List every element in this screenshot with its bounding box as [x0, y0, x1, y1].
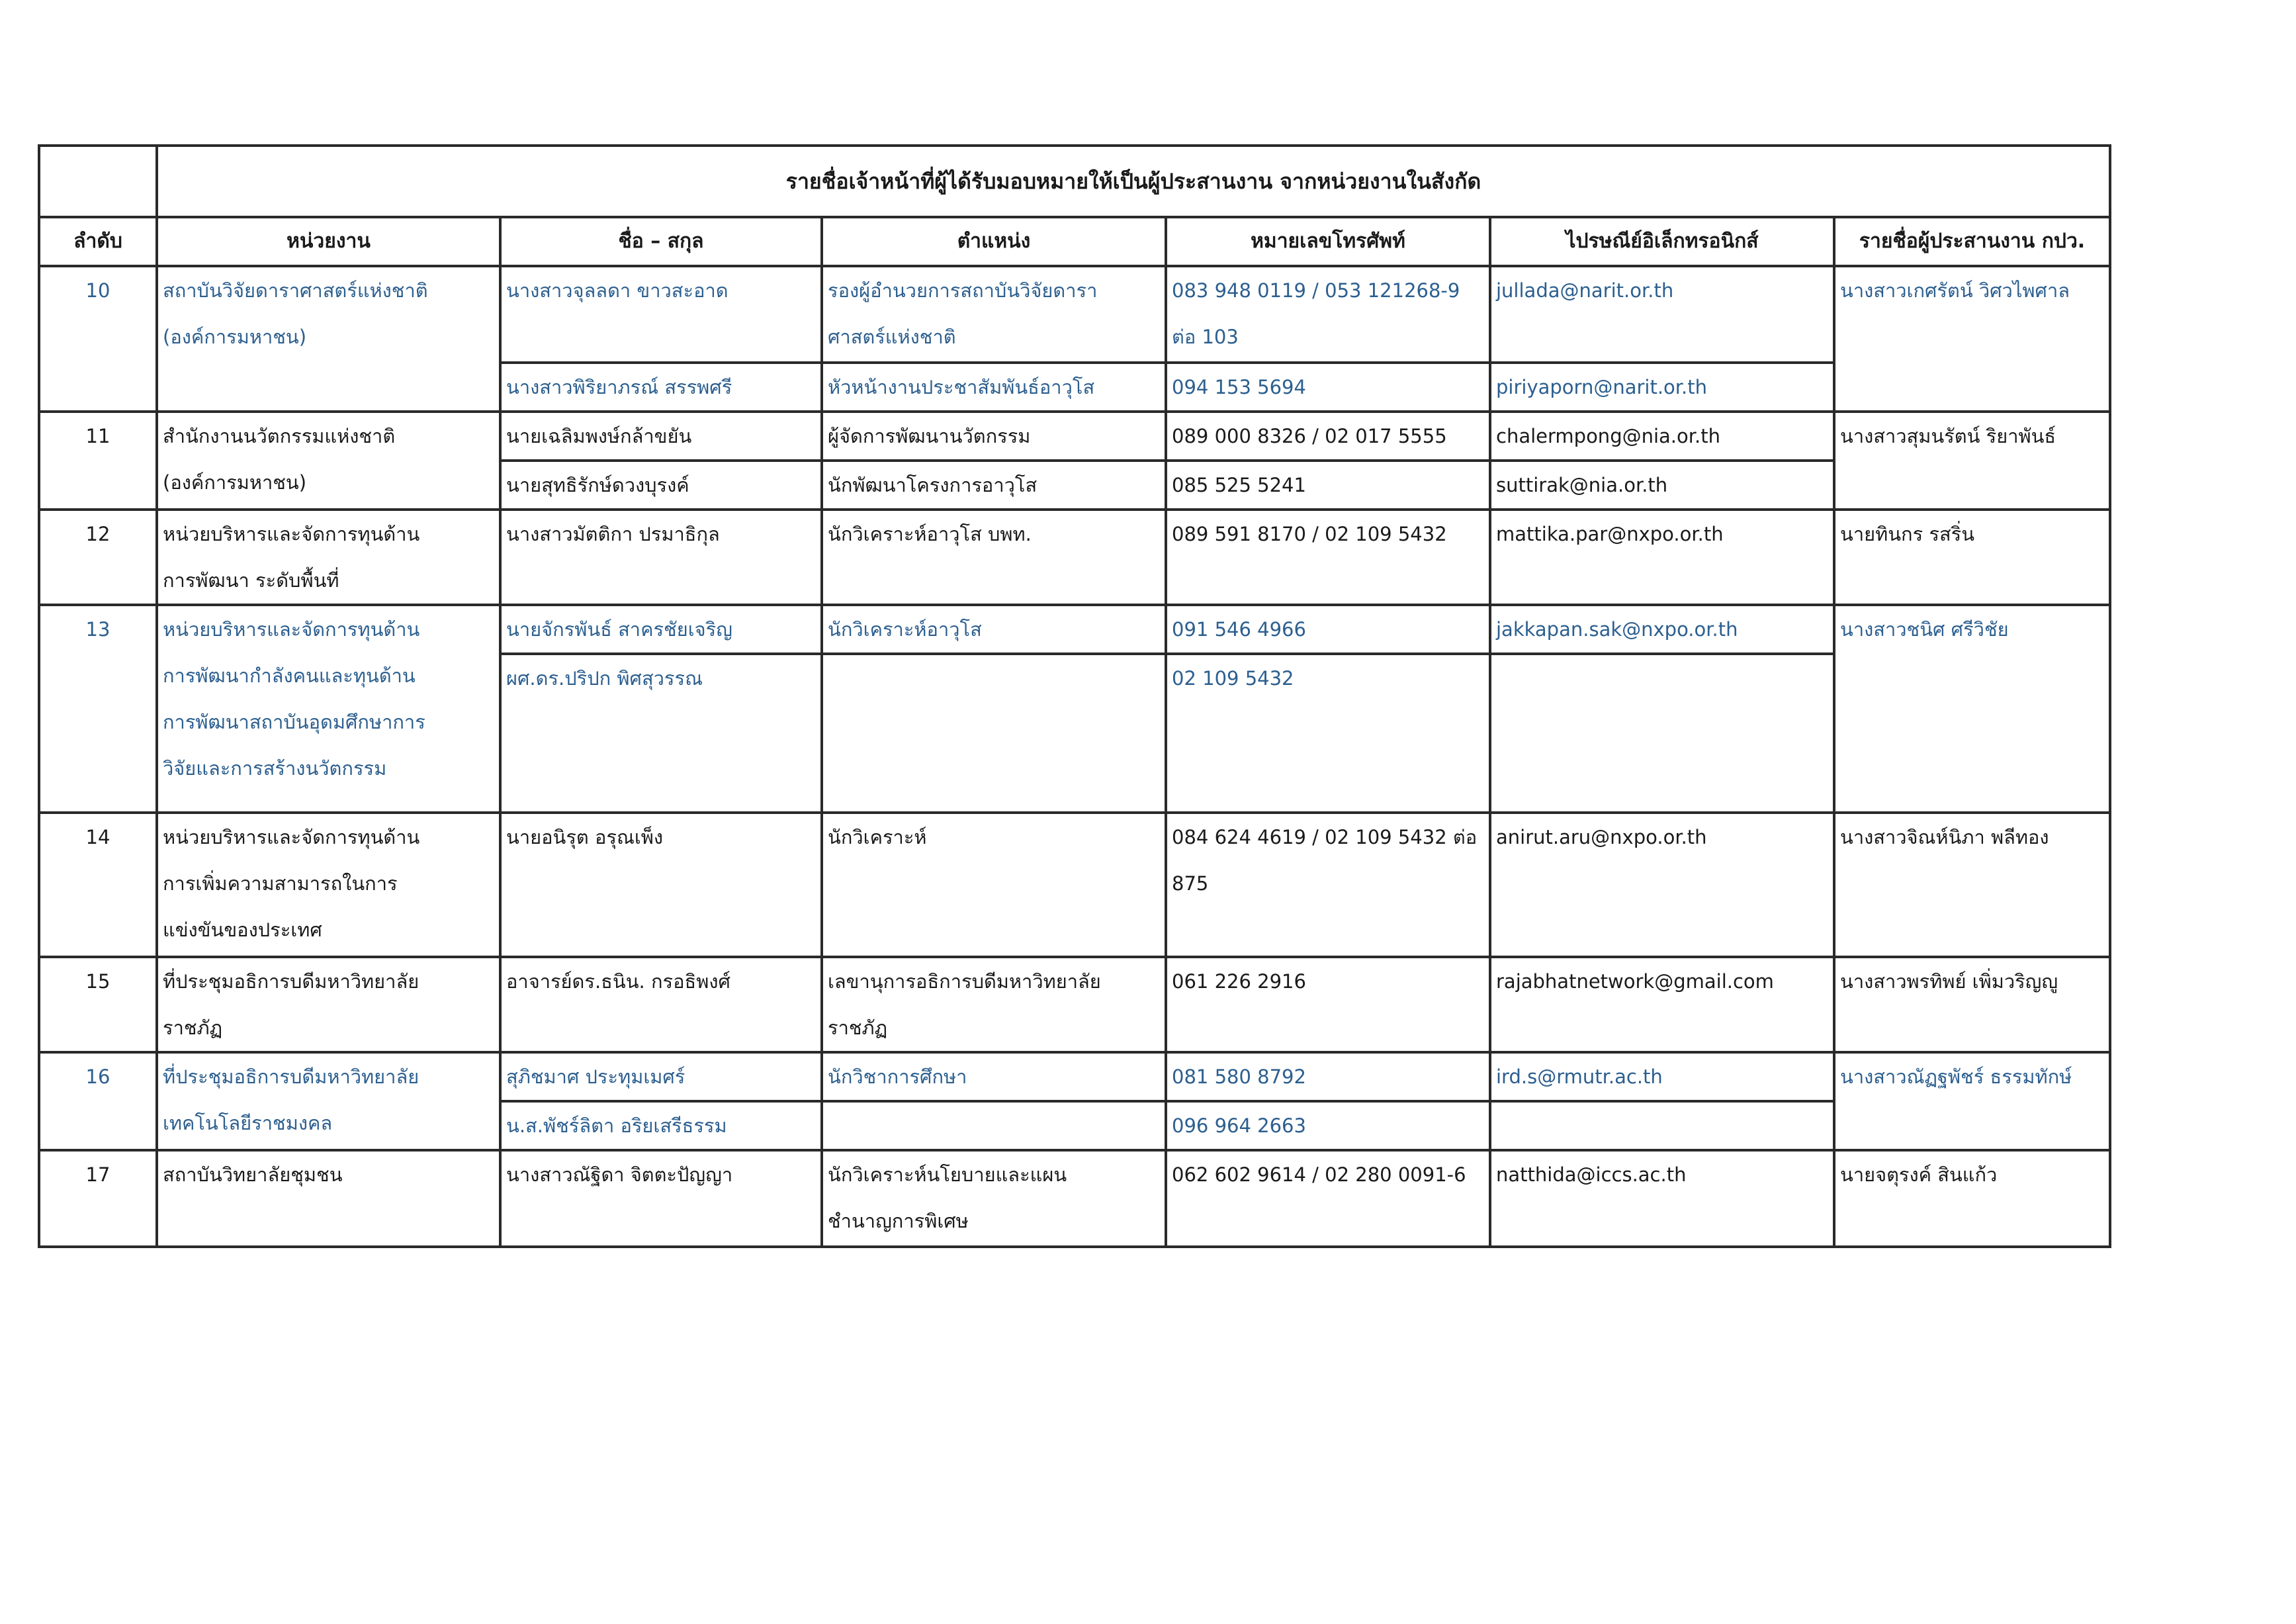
person-position — [822, 813, 1166, 957]
agency-line: การเพิ่มความสามารถในการ — [163, 872, 398, 895]
person-name: นางสาวณัฐิดา จิตตะปัญญา — [500, 1150, 822, 1247]
person-email: jullada@narit.or.th — [1490, 266, 1834, 363]
person-email: chalermpong@nia.or.th — [1490, 412, 1834, 461]
agency-line: ราชภัฏ — [163, 1016, 223, 1039]
agency-cell — [157, 266, 500, 412]
person-email: ird.s@rmutr.ac.th — [1490, 1052, 1834, 1101]
agency-line: หน่วยบริหารและจัดการทุนด้าน — [163, 826, 420, 848]
coordinator-name: นางสาวสุมนรัตน์ ริยาพันธ์ — [1834, 412, 2110, 510]
position-line: ศาสตร์แห่งชาติ — [828, 326, 956, 348]
row-number: 16 — [39, 1052, 157, 1150]
row-number: 14 — [39, 813, 157, 957]
table-row — [39, 957, 2110, 1052]
person-email: piriyaporn@narit.or.th — [1490, 363, 1834, 412]
table-row — [39, 813, 2110, 957]
phone-line: ต่อ 103 — [1172, 326, 1239, 348]
person-email: natthida@iccs.ac.th — [1490, 1150, 1834, 1247]
coordinator-name: นายจตุรงค์ สินแก้ว — [1834, 1150, 2110, 1247]
person-name: ผศ.ดร.ปริปก พิศสุวรรณ — [500, 654, 822, 813]
row-number: 13 — [39, 605, 157, 813]
person-email: jakkapan.sak@nxpo.or.th — [1490, 605, 1834, 654]
person-phone — [1166, 813, 1490, 957]
row-number: 12 — [39, 510, 157, 605]
person-name: นางสาวมัตติกา ปรมาธิกุล — [500, 510, 822, 605]
phone-line: 089 591 8170 / 02 109 5432 — [1172, 523, 1447, 545]
person-position — [822, 957, 1166, 1052]
coordinator-name: นางสาวจิณห์นิภา พลีทอง — [1834, 813, 2110, 957]
person-position — [822, 461, 1166, 510]
header-email: ไปรษณีย์อิเล็กทรอนิกส์ — [1490, 217, 1834, 266]
person-position — [822, 363, 1166, 412]
person-position — [822, 1101, 1166, 1150]
person-email: suttirak@nia.or.th — [1490, 461, 1834, 510]
position-line: นักวิเคราะห์นโยบายและแผน — [828, 1163, 1067, 1186]
table-row — [39, 605, 2110, 654]
phone-line: 083 948 0119 / 053 121268-9 — [1172, 279, 1460, 302]
position-line: ราชภัฏ — [828, 1016, 888, 1039]
header-row — [39, 217, 2110, 266]
table-row — [39, 1052, 2110, 1101]
agency-line: สถาบันวิจัยดาราศาสตร์แห่งชาติ — [163, 279, 428, 302]
phone-line: 02 109 5432 — [1172, 667, 1294, 690]
agency-line: หน่วยบริหารและจัดการทุนด้าน — [163, 618, 420, 641]
agency-line: เทคโนโลยีราชมงคล — [163, 1112, 333, 1134]
phone-line: 091 546 4966 — [1172, 618, 1306, 641]
phone-line: 084 624 4619 / 02 109 5432 ต่อ — [1172, 826, 1478, 848]
person-phone — [1166, 1052, 1490, 1101]
phone-line: 085 525 5241 — [1172, 474, 1306, 496]
position-line: หัวหน้างานประชาสัมพันธ์อาวุโส — [828, 376, 1095, 398]
person-phone — [1166, 1101, 1490, 1150]
person-email: anirut.aru@nxpo.or.th — [1490, 813, 1834, 957]
phone-line: 094 153 5694 — [1172, 376, 1306, 398]
agency-line: ที่ประชุมอธิการบดีมหาวิทยาลัย — [163, 970, 419, 993]
phone-line: 081 580 8792 — [1172, 1065, 1306, 1088]
person-position — [822, 412, 1166, 461]
row-number: 17 — [39, 1150, 157, 1247]
agency-cell — [157, 957, 500, 1052]
agency-line: การพัฒนาสถาบันอุดมศึกษาการ — [163, 711, 425, 733]
coordinator-name: นางสาวชนิศ ศรีวิชัย — [1834, 605, 2110, 813]
agency-line: สถาบันวิทยาลัยชุมชน — [163, 1163, 343, 1186]
agency-line: หน่วยบริหารและจัดการทุนด้าน — [163, 523, 420, 545]
agency-cell — [157, 1150, 500, 1247]
person-name: นายจักรพันธ์ สาครชัยเจริญ — [500, 605, 822, 654]
person-phone — [1166, 654, 1490, 813]
position-line: เลขานุการอธิการบดีมหาวิทยาลัย — [828, 970, 1101, 993]
position-line: นักพัฒนาโครงการอาวุโส — [828, 474, 1038, 496]
person-phone — [1166, 1150, 1490, 1247]
agency-line: แข่งขันของประเทศ — [163, 919, 322, 941]
agency-line: วิจัยและการสร้างนวัตกรรม — [163, 757, 387, 780]
person-position — [822, 1052, 1166, 1101]
agency-cell — [157, 1052, 500, 1150]
table-body — [39, 266, 2110, 1247]
agency-cell — [157, 510, 500, 605]
person-name: นายเฉลิมพงษ์กล้าขยัน — [500, 412, 822, 461]
person-position — [822, 266, 1166, 363]
coordinator-table — [38, 144, 2111, 1248]
phone-line: 875 — [1172, 872, 1209, 895]
coordinator-name: นางสาวเกศรัตน์ วิศวไพศาล — [1834, 266, 2110, 412]
position-line: นักวิเคราะห์ — [828, 826, 927, 848]
header-agency: หน่วยงาน — [157, 217, 500, 266]
person-phone — [1166, 363, 1490, 412]
phone-line: 061 226 2916 — [1172, 970, 1306, 993]
row-number: 11 — [39, 412, 157, 510]
agency-line: สำนักงานนวัตกรรมแห่งชาติ — [163, 425, 396, 447]
table-row — [39, 412, 2110, 461]
table-row — [39, 510, 2110, 605]
person-name: นายสุทธิรักษ์ดวงบุรงค์ — [500, 461, 822, 510]
person-email — [1490, 1101, 1834, 1150]
agency-cell — [157, 412, 500, 510]
person-position — [822, 1150, 1166, 1247]
header-name: ชื่อ – สกุล — [500, 217, 822, 266]
person-position — [822, 654, 1166, 813]
person-phone — [1166, 266, 1490, 363]
position-line: นักวิชาการศึกษา — [828, 1065, 967, 1088]
agency-line: ที่ประชุมอธิการบดีมหาวิทยาลัย — [163, 1065, 419, 1088]
person-phone — [1166, 510, 1490, 605]
person-position — [822, 605, 1166, 654]
corner-cell — [39, 146, 157, 217]
position-line: ชำนาญการพิเศษ — [828, 1210, 969, 1232]
person-email: mattika.par@nxpo.or.th — [1490, 510, 1834, 605]
coordinator-name: นายทินกร รสริ่น — [1834, 510, 2110, 605]
person-phone — [1166, 412, 1490, 461]
header-coordinator: รายชื่อผู้ประสานงาน กปว. — [1834, 217, 2110, 266]
person-email — [1490, 654, 1834, 813]
table-row — [39, 266, 2110, 363]
position-line: รองผู้อำนวยการสถาบันวิจัยดารา — [828, 279, 1098, 302]
position-line: นักวิเคราะห์อาวุโส บพท. — [828, 523, 1032, 545]
table-row — [39, 1150, 2110, 1247]
phone-line: 062 602 9614 / 02 280 0091-6 — [1172, 1163, 1466, 1186]
row-number: 10 — [39, 266, 157, 412]
header-no: ลำดับ — [39, 217, 157, 266]
agency-cell — [157, 813, 500, 957]
agency-line: (องค์การมหาชน) — [163, 471, 307, 494]
person-name: อาจารย์ดร.ธนิน. กรอธิพงศ์ — [500, 957, 822, 1052]
person-phone — [1166, 605, 1490, 654]
row-number: 15 — [39, 957, 157, 1052]
agency-line: (องค์การมหาชน) — [163, 326, 307, 348]
agency-line: การพัฒนากำลังคนและทุนด้าน — [163, 664, 416, 687]
person-name: นายอนิรุต อรุณเพ็ง — [500, 813, 822, 957]
agency-line: การพัฒนา ระดับพื้นที่ — [163, 569, 339, 592]
person-name: นางสาวจุลลดา ขาวสะอาด — [500, 266, 822, 363]
position-line: นักวิเคราะห์อาวุโส — [828, 618, 982, 641]
person-email: rajabhatnetwork@gmail.com — [1490, 957, 1834, 1052]
table-title: รายชื่อเจ้าหน้าที่ผู้ได้รับมอบหมายให้เป็นผู้ประสานงาน จากหน่วยงานในสังกัด — [157, 146, 2110, 217]
position-line: ผู้จัดการพัฒนานวัตกรรม — [828, 425, 1031, 447]
person-name: น.ส.พัชร์ลิตา อริยเสรีธรรม — [500, 1101, 822, 1150]
person-phone — [1166, 957, 1490, 1052]
header-position: ตำแหน่ง — [822, 217, 1166, 266]
person-phone — [1166, 461, 1490, 510]
person-position — [822, 510, 1166, 605]
coordinator-name: นางสาวพรทิพย์ เพิ่มวริญญู — [1834, 957, 2110, 1052]
person-name: นางสาวพิริยาภรณ์ สรรพศรี — [500, 363, 822, 412]
person-name: สุภิชมาศ ประทุมเมศร์ — [500, 1052, 822, 1101]
agency-cell — [157, 605, 500, 813]
coordinator-name: นางสาวณัฏฐพัชร์ ธรรมทักษ์ — [1834, 1052, 2110, 1150]
phone-line: 096 964 2663 — [1172, 1114, 1306, 1137]
phone-line: 089 000 8326 / 02 017 5555 — [1172, 425, 1447, 447]
header-phone: หมายเลขโทรศัพท์ — [1166, 217, 1490, 266]
